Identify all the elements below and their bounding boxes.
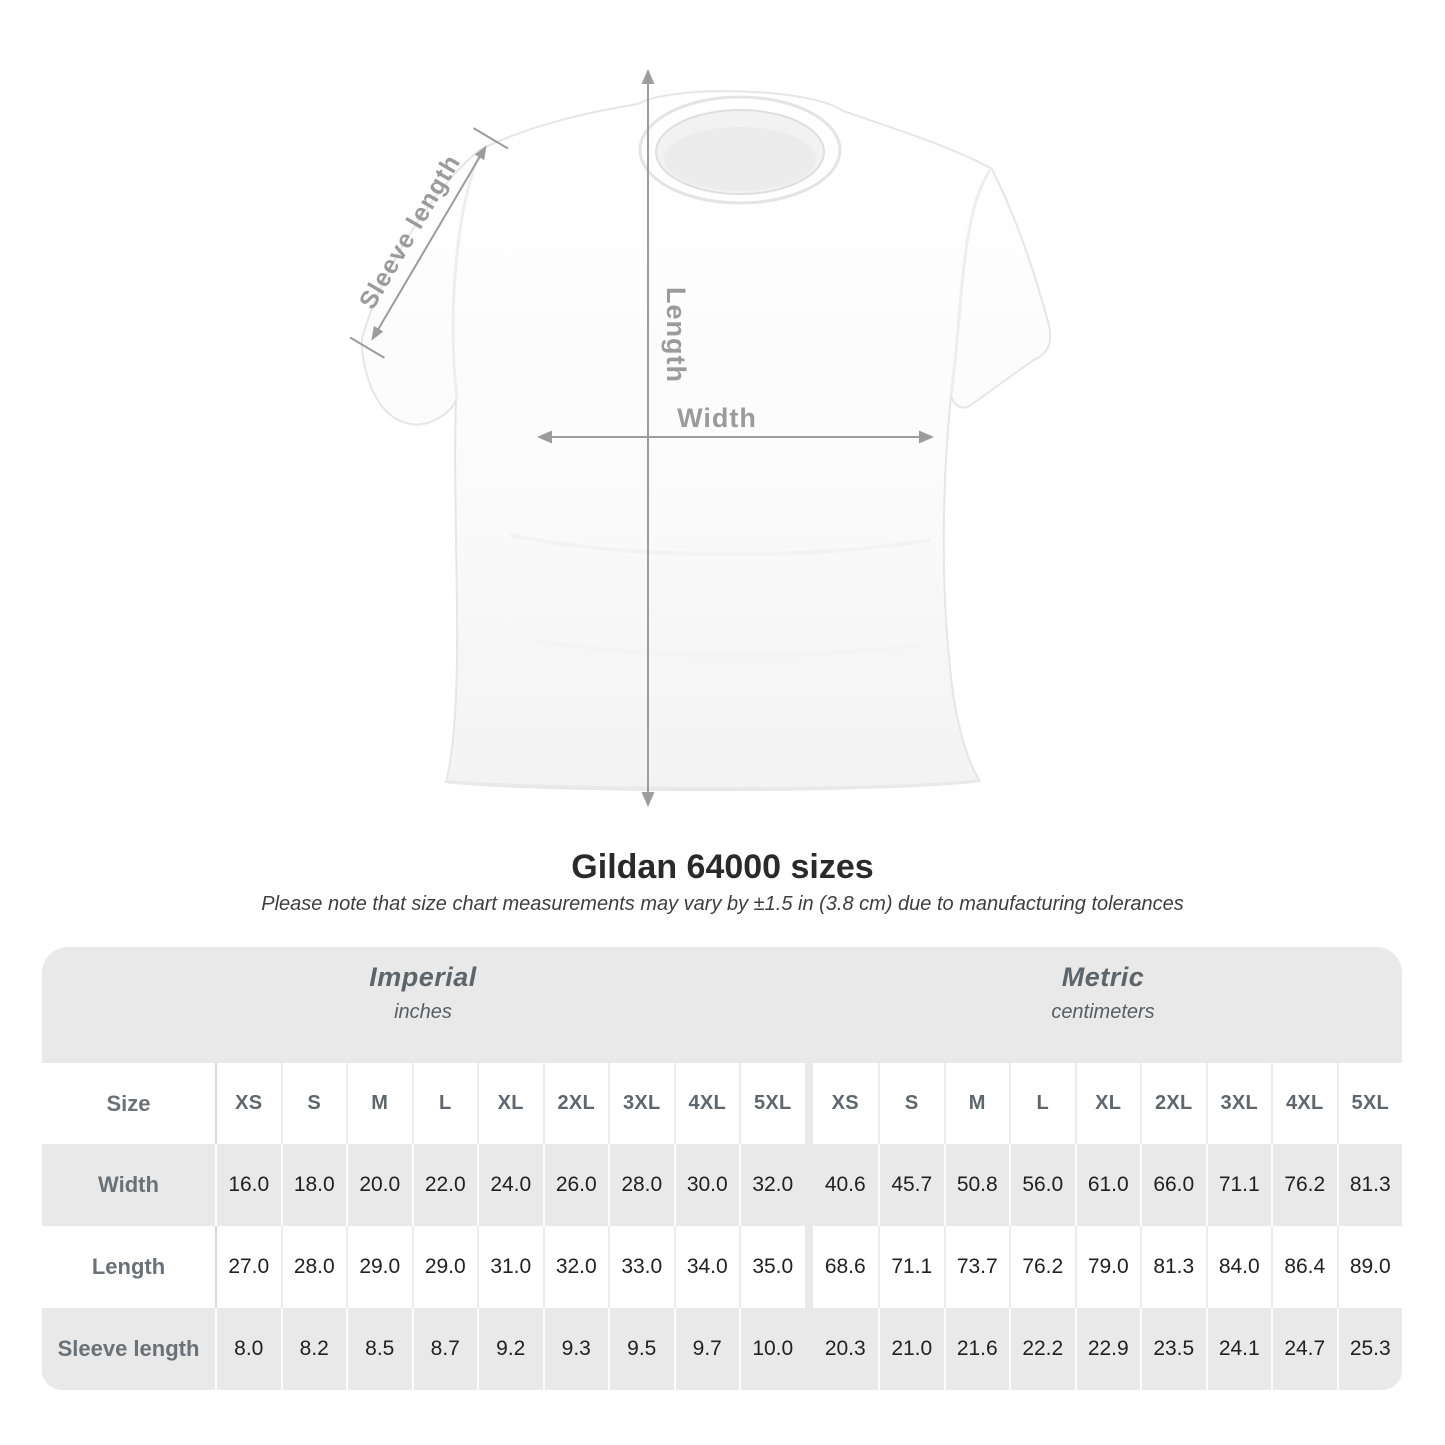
table-cell: 24.7 [1271, 1308, 1337, 1390]
size-col-header: L [1009, 1063, 1075, 1144]
table-cell: 9.2 [477, 1308, 543, 1390]
table-cell: 71.1 [878, 1226, 944, 1308]
table-cell: 45.7 [878, 1144, 944, 1226]
size-col-header: M [944, 1063, 1010, 1144]
length-arrowhead-top [642, 69, 655, 84]
size-col-header: 5XL [739, 1063, 805, 1144]
size-col-header: 2XL [543, 1063, 609, 1144]
table-cell: 32.0 [543, 1226, 609, 1308]
size-col-header: XS [831, 1092, 859, 1114]
table-cell: 30.0 [674, 1144, 740, 1226]
table-cell: 76.2 [1271, 1144, 1337, 1226]
table-cell: 8.7 [412, 1308, 478, 1390]
section-divider [805, 1144, 813, 1226]
width-label: Width [677, 403, 757, 433]
size-col-header: L [412, 1063, 478, 1144]
table-cell: 22.0 [412, 1144, 478, 1226]
table-cell: 8.5 [346, 1308, 412, 1390]
table-cell: 40.6 [824, 1173, 866, 1196]
size-col-header: 2XL [1140, 1063, 1206, 1144]
table-cell: 18.0 [281, 1144, 347, 1226]
size-col-header: S [281, 1063, 347, 1144]
tshirt-measurement-diagram [330, 55, 1080, 820]
units-header-band [42, 947, 1402, 1063]
table-cell: 73.7 [944, 1226, 1010, 1308]
table-row-length [42, 1226, 1402, 1308]
length-arrowhead-bottom [642, 792, 655, 807]
row-label: Width [98, 1172, 159, 1197]
table-cell: 29.0 [346, 1226, 412, 1308]
table-cell: 66.0 [1140, 1144, 1206, 1226]
section-divider [805, 1308, 813, 1390]
table-cell: 71.1 [1206, 1144, 1272, 1226]
sleeve-length-label: Sleeve length [353, 149, 467, 314]
table-cell: 26.0 [543, 1144, 609, 1226]
table-cell: 32.0 [739, 1144, 805, 1226]
table-cell: 22.2 [1009, 1308, 1075, 1390]
row-label: Sleeve length [57, 1336, 200, 1361]
table-cell: 28.0 [608, 1144, 674, 1226]
table-cell: 10.0 [739, 1308, 805, 1390]
size-col-header: 5XL [1337, 1063, 1403, 1144]
section-divider [805, 1063, 813, 1144]
table-cell: 8.2 [281, 1308, 347, 1390]
table-cell: 24.1 [1206, 1308, 1272, 1390]
table-cell: 8.0 [215, 1308, 281, 1390]
table-cell: 28.0 [281, 1226, 347, 1308]
size-col-header: 3XL [608, 1063, 674, 1144]
table-cell: 35.0 [739, 1226, 805, 1308]
imperial-section-title: Imperial [369, 962, 477, 992]
table-cell: 81.3 [1337, 1144, 1403, 1226]
metric-section-unit: centimeters [1051, 1001, 1155, 1023]
page-title: Gildan 64000 sizes [571, 848, 874, 886]
table-cell: 9.7 [674, 1308, 740, 1390]
table-cell: 61.0 [1075, 1144, 1141, 1226]
table-cell: 23.5 [1140, 1308, 1206, 1390]
imperial-section-header [42, 947, 804, 1063]
table-cell: 9.5 [608, 1308, 674, 1390]
table-cell: 29.0 [412, 1226, 478, 1308]
tshirt-svg [330, 55, 1080, 820]
tolerance-note: Please note that size chart measurements may vary by ±1.5 in (3.8 cm) due to manufacturing tolerances [261, 893, 1184, 915]
length-label: Length [661, 287, 691, 383]
table-cell: 21.6 [944, 1308, 1010, 1390]
table-cell: 68.6 [824, 1255, 866, 1278]
table-cell: 50.8 [944, 1144, 1010, 1226]
imperial-section-unit: inches [394, 1001, 452, 1023]
size-col-header: XL [1075, 1063, 1141, 1144]
size-col-header: 4XL [674, 1063, 740, 1144]
size-col-header: XL [477, 1063, 543, 1144]
table-cell: 33.0 [608, 1226, 674, 1308]
table-row-width [42, 1144, 1402, 1226]
table-cell: 89.0 [1337, 1226, 1403, 1308]
table-cell: 20.0 [346, 1144, 412, 1226]
table-cell: 25.3 [1337, 1308, 1403, 1390]
table-cell: 22.9 [1075, 1308, 1141, 1390]
table-cell: 9.3 [543, 1308, 609, 1390]
size-header-row [42, 1063, 1402, 1144]
metric-section-title: Metric [1061, 962, 1145, 992]
table-cell: 21.0 [878, 1308, 944, 1390]
metric-section-header [804, 947, 1402, 1063]
table-cell: 56.0 [1009, 1144, 1075, 1226]
table-cell: 16.0 [215, 1144, 281, 1226]
table-cell: 86.4 [1271, 1226, 1337, 1308]
size-col-header: M [346, 1063, 412, 1144]
collar-inner-shadow [664, 127, 816, 191]
table-cell: 24.0 [477, 1144, 543, 1226]
size-corner-label: Size [106, 1090, 151, 1116]
table-cell: 34.0 [674, 1226, 740, 1308]
size-table [42, 947, 1402, 1390]
table-cell: 84.0 [1206, 1226, 1272, 1308]
table-cell: 79.0 [1075, 1226, 1141, 1308]
table-cell: 27.0 [215, 1226, 281, 1308]
table-row-sleeve-length [42, 1308, 1402, 1390]
size-col-header: S [878, 1063, 944, 1144]
table-cell: 81.3 [1140, 1226, 1206, 1308]
size-col-header: 3XL [1206, 1063, 1272, 1144]
table-cell: 31.0 [477, 1226, 543, 1308]
size-col-header: XS [215, 1063, 281, 1144]
size-col-header: 4XL [1271, 1063, 1337, 1144]
row-label: Length [91, 1254, 166, 1279]
table-cell: 76.2 [1009, 1226, 1075, 1308]
table-cell: 20.3 [824, 1337, 866, 1360]
section-divider [805, 1226, 813, 1308]
